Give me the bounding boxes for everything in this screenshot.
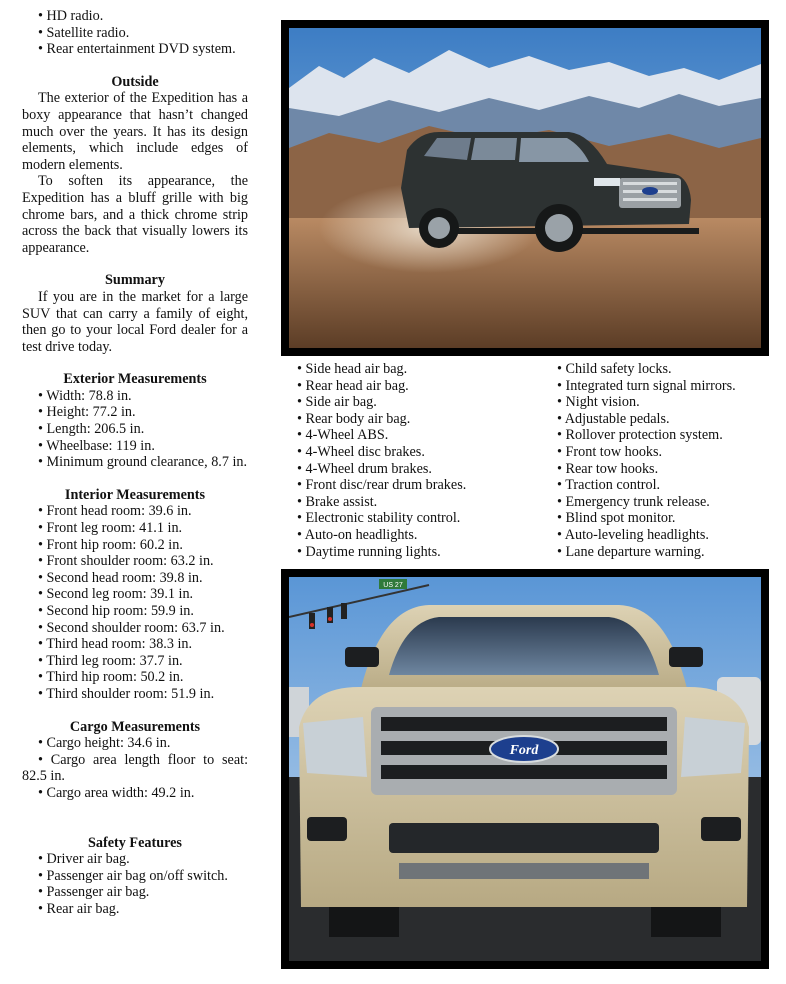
list-item: • 4-Wheel drum brakes. bbox=[297, 460, 432, 477]
list-item: • Passenger air bag. bbox=[38, 884, 150, 901]
list-item: • Blind spot monitor. bbox=[557, 510, 676, 527]
list-item: • Passenger air bag on/off switch. bbox=[38, 867, 228, 884]
list-item: • Third leg room: 37.7 in. bbox=[38, 652, 183, 669]
list-item: • Driver air bag. bbox=[38, 851, 130, 868]
list-item: • Front shoulder room: 63.2 in. bbox=[38, 553, 214, 570]
bottom-photo bbox=[281, 569, 769, 969]
list-item: • Minimum ground clearance, 8.7 in. bbox=[38, 454, 248, 471]
safety-features-middle bbox=[297, 361, 557, 560]
list-item: • Adjustable pedals. bbox=[557, 410, 670, 427]
list-item: • Lane departure warning. bbox=[557, 543, 705, 560]
outside-paragraph: The exterior of the Expedition has a boxy appearance that hasn’t changed much over the years. It has its design elements, which include edges of modern elements. bbox=[22, 90, 248, 173]
list-item: • Wheelbase: 119 in. bbox=[38, 437, 155, 454]
outside-paragraph: To soften its appearance, the Expedition has a bluff grille with big chrome bars, and a thick chrome strip across the back that visually lowers its appearance. bbox=[22, 173, 248, 256]
list-item: • Child safety locks. bbox=[557, 361, 672, 377]
list-item: • HD radio. bbox=[38, 8, 104, 24]
interior-list bbox=[22, 503, 248, 702]
safety-features-right bbox=[557, 361, 777, 560]
street-sign-text: US 27 bbox=[383, 582, 403, 589]
list-item: • Auto-on headlights. bbox=[297, 526, 418, 543]
outside-heading: Outside bbox=[111, 73, 159, 90]
exterior-list bbox=[22, 388, 248, 471]
list-item: • Satellite radio. bbox=[38, 24, 130, 41]
list-item: • Front head room: 39.6 in. bbox=[38, 503, 192, 520]
list-item: • Night vision. bbox=[557, 394, 640, 411]
list-item: • Front tow hooks. bbox=[557, 443, 663, 460]
list-item: • Front hip room: 60.2 in. bbox=[38, 536, 183, 553]
list-item: • Rear head air bag. bbox=[297, 377, 409, 394]
list-item: • Third shoulder room: 51.9 in. bbox=[38, 685, 215, 702]
list-item: • Daytime running lights. bbox=[297, 543, 441, 560]
list-item: • Electronic stability control. bbox=[297, 510, 461, 527]
list-item: • Rear tow hooks. bbox=[557, 460, 659, 477]
list-item: • Front leg room: 41.1 in. bbox=[38, 520, 183, 537]
interior-heading: Interior Measurements bbox=[64, 486, 206, 503]
cargo-list bbox=[22, 735, 248, 801]
list-item: • Front disc/rear drum brakes. bbox=[297, 477, 467, 494]
safety-list bbox=[22, 851, 248, 917]
list-item: • Third hip room: 50.2 in. bbox=[38, 669, 184, 686]
left-column bbox=[22, 8, 248, 918]
ford-logo-text: Ford bbox=[509, 743, 539, 758]
list-item: • Second hip room: 59.9 in. bbox=[38, 603, 194, 619]
list-item: • Traction control. bbox=[557, 477, 661, 494]
exterior-heading: Exterior Measurements bbox=[63, 371, 207, 388]
list-item: • 4-Wheel disc brakes. bbox=[297, 443, 425, 460]
list-item: • Height: 77.2 in. bbox=[38, 404, 136, 421]
list-item: • Cargo height: 34.6 in. bbox=[38, 735, 171, 752]
list-item: • Emergency trunk release. bbox=[557, 493, 710, 510]
summary-heading: Summary bbox=[105, 272, 165, 289]
intro-list bbox=[22, 8, 248, 58]
list-item: • Brake assist. bbox=[297, 493, 378, 510]
list-item: • Rollover protection system. bbox=[557, 427, 723, 444]
list-item: • Second leg room: 39.1 in. bbox=[38, 586, 194, 603]
summary-paragraph: If you are in the market for a large SUV that can carry a family of eight, then go to your local Ford dealer for a test drive today. bbox=[22, 288, 248, 355]
list-item: • Second shoulder room: 63.7 in. bbox=[38, 619, 225, 636]
list-item: • Third head room: 38.3 in. bbox=[38, 636, 193, 653]
list-item: • Rear body air bag. bbox=[297, 410, 411, 427]
list-item: • Auto-leveling headlights. bbox=[557, 526, 709, 543]
list-item: • Length: 206.5 in. bbox=[38, 421, 145, 438]
list-item: • Side air bag. bbox=[297, 394, 377, 411]
list-item: • Rear air bag. bbox=[38, 900, 120, 917]
safety-heading: Safety Features bbox=[88, 834, 182, 851]
list-item: • 4-Wheel ABS. bbox=[297, 427, 389, 444]
list-item: • Cargo area width: 49.2 in. bbox=[38, 784, 195, 801]
suv-front-image bbox=[289, 577, 761, 961]
list-item: • Cargo area length floor to seat: 82.5 in. bbox=[22, 751, 249, 785]
suv-desert-image bbox=[289, 28, 761, 348]
list-item: • Rear entertainment DVD system. bbox=[38, 41, 236, 58]
list-item: • Second head room: 39.8 in. bbox=[38, 569, 203, 586]
list-item: • Integrated turn signal mirrors. bbox=[557, 377, 736, 394]
list-item: • Width: 78.8 in. bbox=[38, 387, 132, 404]
top-photo bbox=[281, 20, 769, 356]
cargo-heading: Cargo Measurements bbox=[69, 718, 201, 735]
list-item: • Side head air bag. bbox=[297, 361, 408, 377]
